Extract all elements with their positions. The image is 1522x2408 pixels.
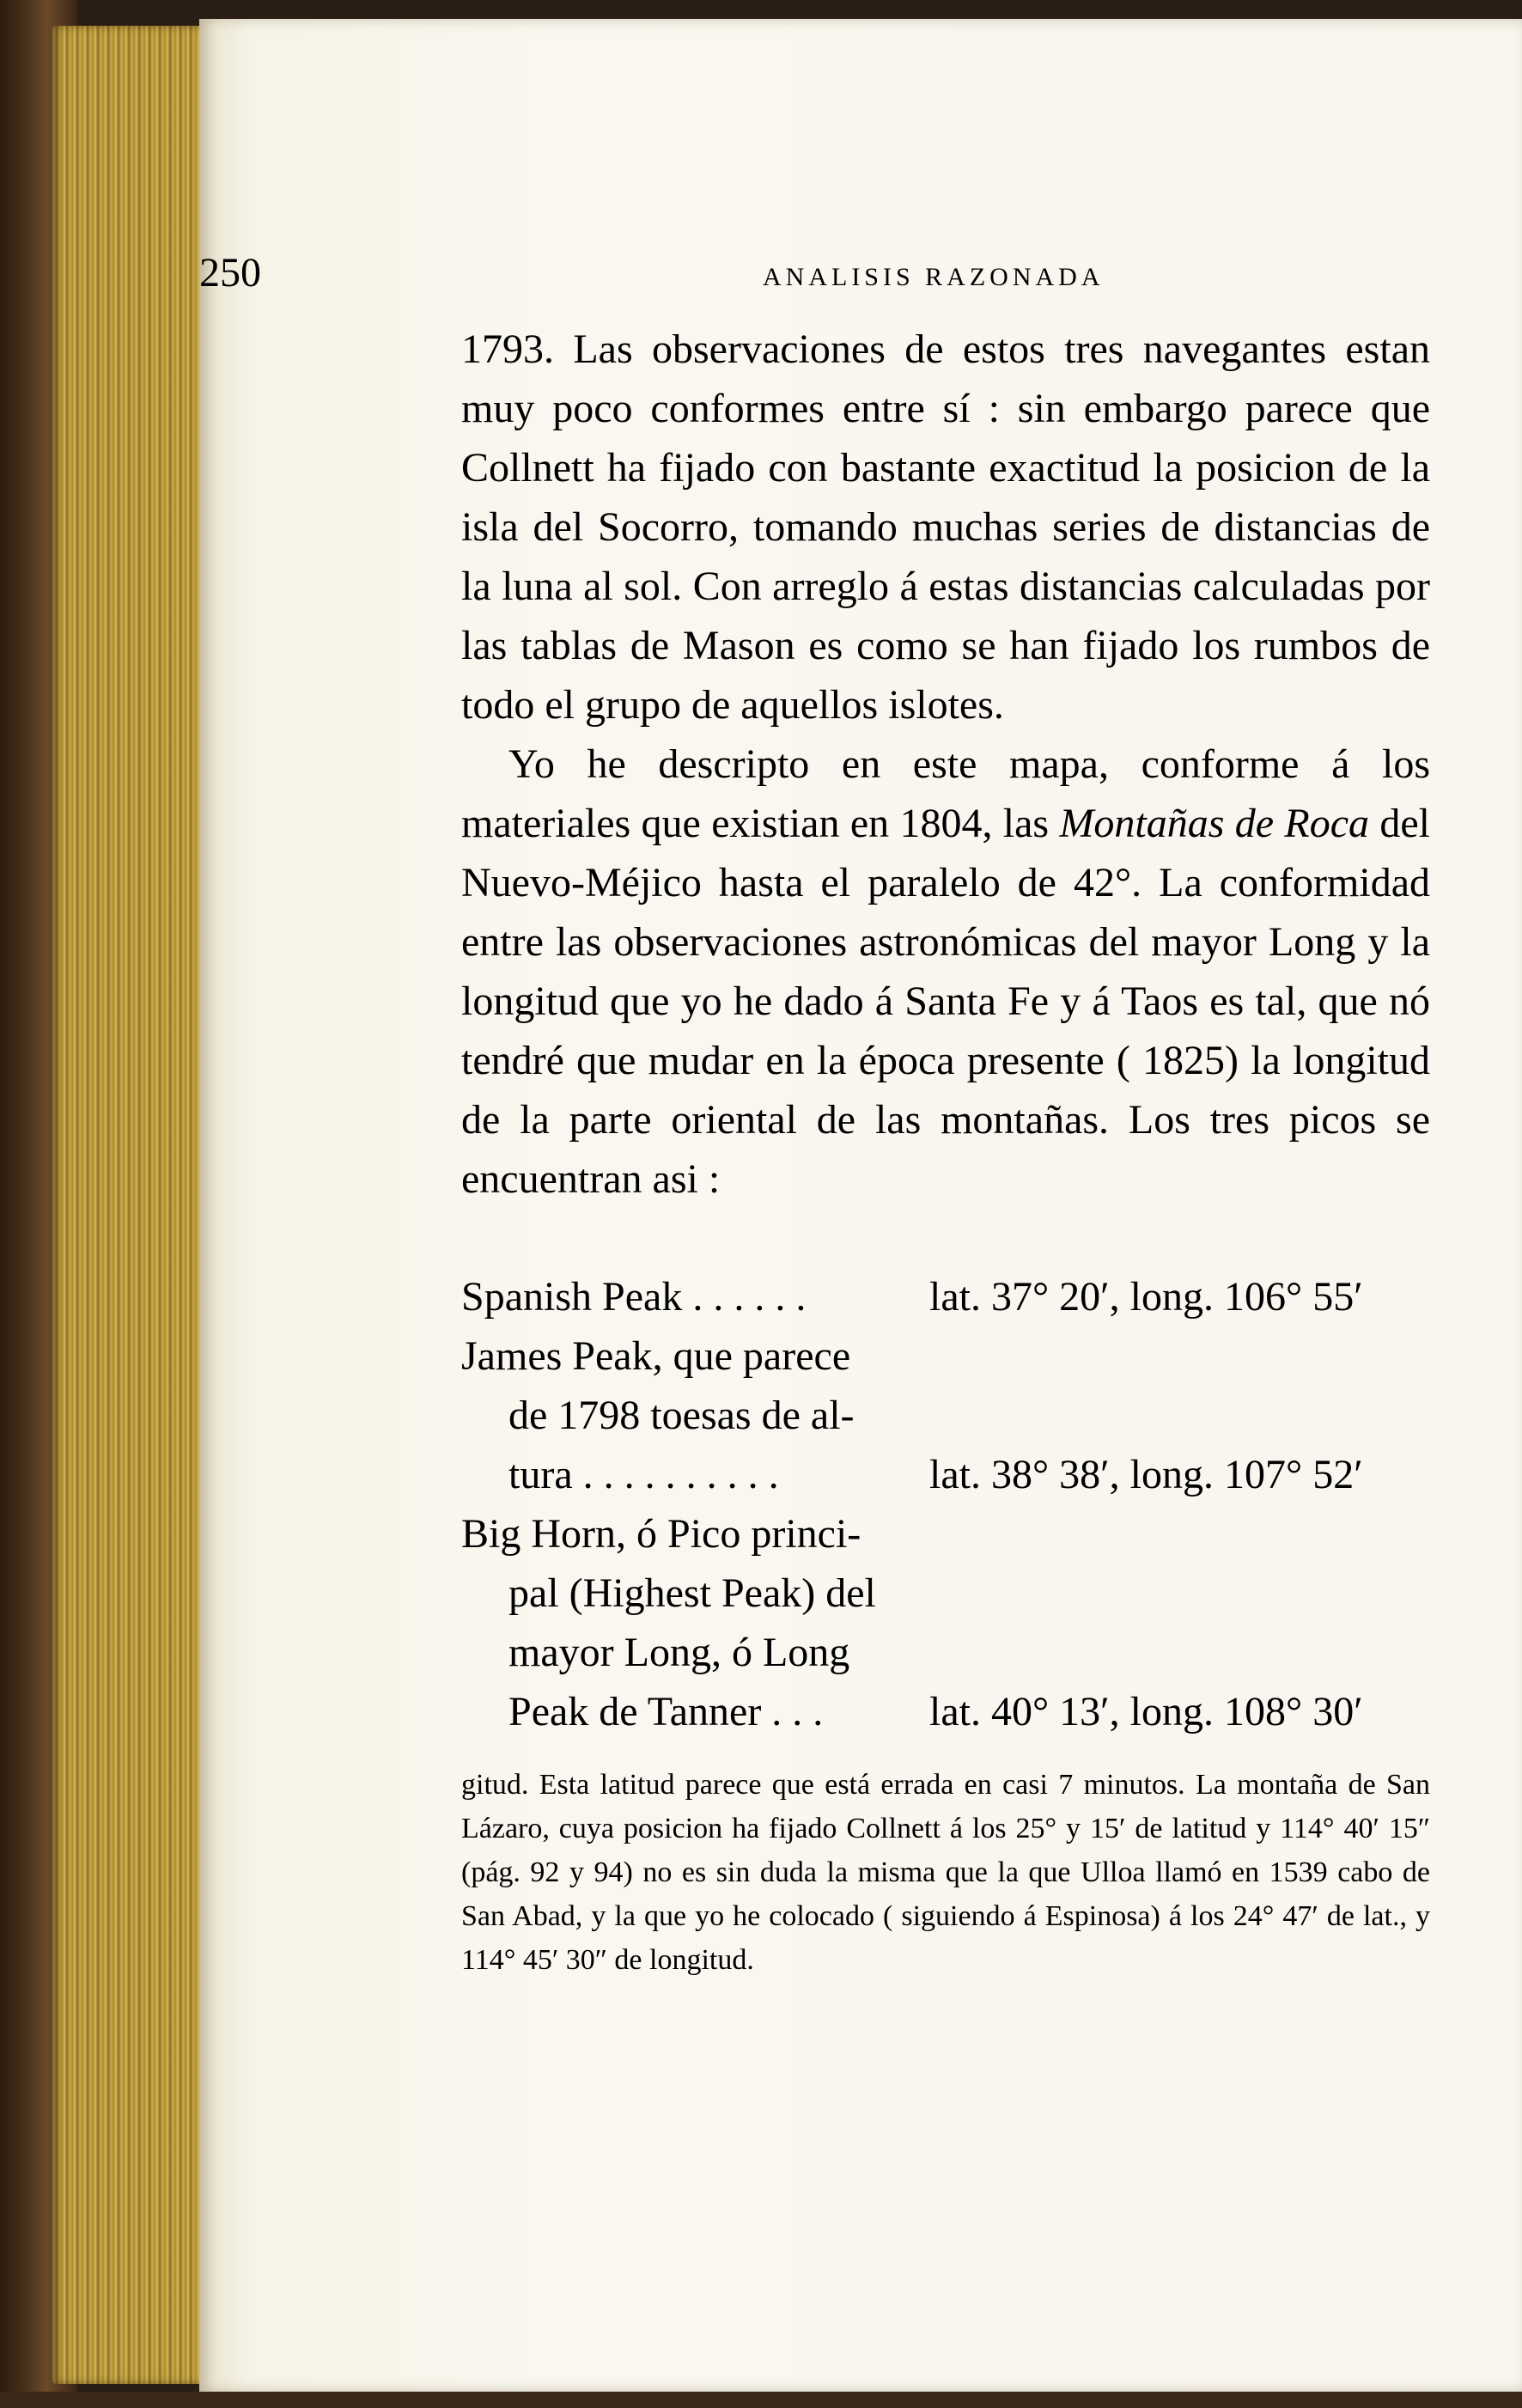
peak-row [461,1504,1432,1741]
peak-name-line: de 1798 toesas de al- [508,1393,855,1438]
paragraph-2-part-a: Yo he descripto en este mapa, conforme á los materiales que existian en 1804, las [461,741,1430,846]
footnote: gitud. Esta latitud parece que está errada en casi 7 minutos. La montaña de San Lázaro, cuya posicion ha fijado Collnett á los 25° y 15′ de latitud y 114° 40′ 15″ (pág. 92 y 94) no es sin duda la misma que la que Ulloa llamó en 1539 cabo de San Abad, y la que yo he colocado ( siguiendo á Espinosa) á los 24° 47′ de lat., y 114° 45′ 30″ de longitud. [461,1769,1430,1976]
peak-name [461,1326,912,1504]
paragraph-1: 1793. Las observaciones de estos tres navegantes estan muy poco conformes entre sí : sin embargo parece que Collnett ha fijado con bastante exactitud la posicion de la isla del Socorro, tomando muchas series de distancias de la luna al sol. Con arreglo á estas distancias calculadas por las tablas de Mason es como se han fijado los rumbos de todo el grupo de aquellos islotes. [461,326,1430,728]
peak-coordinates: lat. 40° 13′, long. 108° 30′ [929,1689,1363,1734]
peak-name [461,1504,912,1741]
peak-name-line: tura . . . . . . . . . . [508,1452,779,1497]
gilt-page-edges [52,26,202,2384]
peak-name-line: Spanish Peak . . . . . . [461,1274,807,1320]
peak-row [461,1267,1432,1326]
peak-name-line: pal (Highest Peak) del [508,1570,876,1616]
peak-coordinates: lat. 37° 20′, long. 106° 55′ [929,1274,1363,1320]
peak-name-line: mayor Long, ó Long [508,1630,850,1675]
peak-row [461,1326,1432,1504]
peak-name-line: Big Horn, ó Pico princi- [461,1511,861,1557]
book-bottom-edge [0,2392,1522,2408]
paragraph-2-part-b: del Nuevo-Méjico hasta el paralelo de 42°. La conformidad entre las observaciones astronómicas del mayor Long y la longitud que yo he dado á Santa Fe y á Taos es tal, que nó tendré que mudar en la época presente ( 1825) la longitud de la parte oriental de las montañas. Los tres picos se encuentran asi : [461,801,1431,1202]
running-title: ANALISIS RAZONADA [763,263,1105,291]
peak-coordinates: lat. 38° 38′, long. 107° 52′ [929,1452,1363,1497]
peak-name [461,1267,912,1326]
peak-name-line: Peak de Tanner . . . [508,1689,824,1734]
page-number: 250 [199,250,261,296]
peaks-table [461,1267,1432,1741]
paragraph-2 [461,735,1430,1209]
peak-name-line: James Peak, que parece [461,1333,851,1379]
main-text [461,320,1430,1209]
paragraph-2-italic: Montañas de Roca [1059,801,1370,846]
